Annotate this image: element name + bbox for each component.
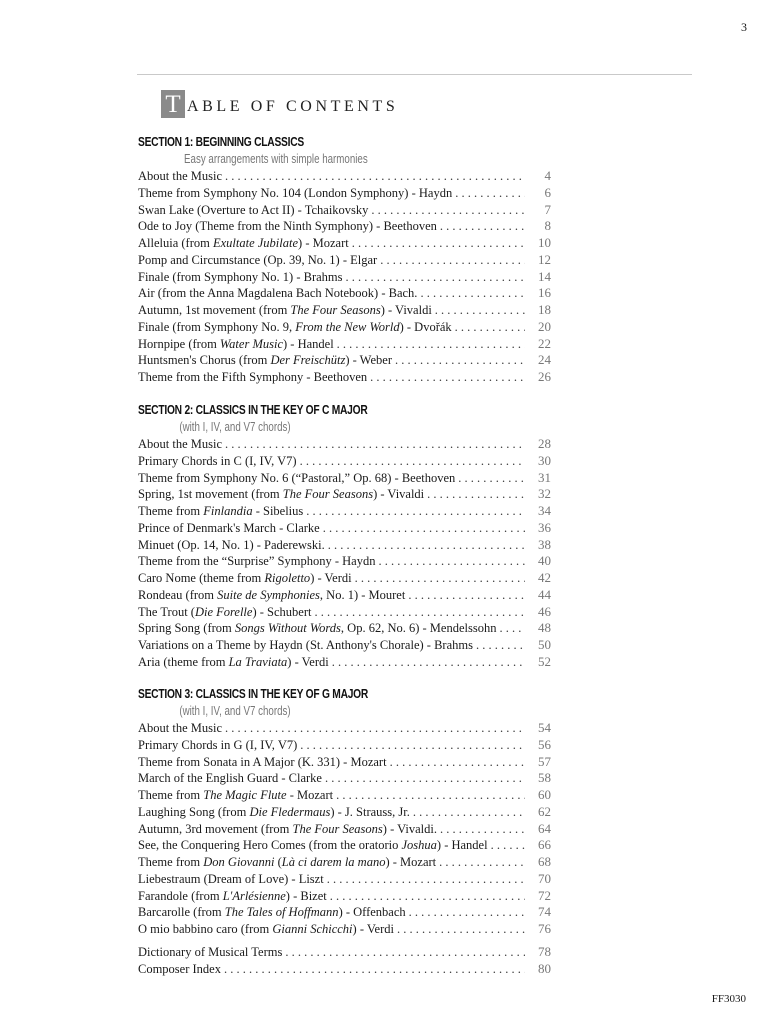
- section-subtitle: (with I, IV, and V7 chords): [179, 704, 291, 718]
- toc-entry-leader: [336, 787, 525, 804]
- toc-entry-leader: [397, 921, 525, 938]
- toc-entry-title: Autumn, 1st movement (from The Four Seasons) - Vivaldi: [138, 303, 432, 317]
- toc-entry: [138, 553, 551, 570]
- toc-entry-page: 32: [538, 486, 551, 502]
- toc-entry: [138, 285, 551, 302]
- toc-entry-page: 72: [538, 887, 551, 903]
- toc-entry-leader: [420, 285, 525, 302]
- toc-entry-title: Laughing Song (from Die Fledermaus) - J. Strauss, Jr.: [138, 804, 410, 819]
- toc-entry-title: Theme from Finlandia - Sibelius: [138, 504, 304, 518]
- toc-entry-page: 20: [538, 318, 551, 334]
- toc-entry-leader: [378, 553, 525, 570]
- toc-entry-title: Pomp and Circumstance (Op. 39, No. 1) - Elgar: [138, 252, 378, 267]
- section-title: SECTION 1: BEGINNING CLASSICS: [138, 135, 304, 149]
- toc-entry-leader: [390, 754, 525, 771]
- toc-entry-title: Finale (from Symphony No. 9, From the New World) - Dvořák: [138, 319, 452, 334]
- toc-entry-leader: [225, 436, 525, 453]
- top-rule: [137, 74, 692, 75]
- toc-entry-title: Spring, 1st movement (from The Four Seasons) - Vivaldi: [138, 487, 425, 502]
- toc-entry-leader: [355, 570, 525, 587]
- toc-entry-leader: [491, 837, 525, 854]
- toc-entry-page: 50: [538, 637, 551, 652]
- toc-entry-page: 62: [538, 803, 551, 819]
- toc-heading-initial: T: [161, 90, 185, 118]
- toc-entry-page: 26: [538, 369, 551, 384]
- toc-entry-page: 78: [538, 944, 551, 959]
- toc-entry-leader: [225, 168, 525, 185]
- toc-entry-title: Barcarolle (from The Tales of Hoffmann) - Offenbach: [138, 905, 406, 920]
- toc-entry-page: 52: [538, 653, 551, 669]
- toc-entry: [138, 787, 551, 804]
- toc-entry-page: 6: [544, 184, 551, 200]
- toc-entry-title: O mio babbino caro (from Gianni Schicchi) - Verdi: [138, 922, 394, 936]
- toc-entry: [138, 587, 551, 604]
- toc-entry-title: Theme from The Magic Flute - Mozart: [138, 788, 334, 802]
- toc-entry-leader: [476, 637, 525, 654]
- toc-entry-page: 24: [538, 352, 551, 368]
- toc-entry-title: Dictionary of Musical Terms: [138, 945, 283, 959]
- toc-entry: [138, 185, 551, 202]
- toc-entry-title: Huntsmen's Chorus (from Der Freischütz) - Weber: [138, 353, 392, 368]
- toc-entry: [138, 269, 551, 286]
- toc-entry-page: 64: [538, 820, 551, 836]
- toc-entry: [138, 871, 551, 888]
- toc-entry-page: 7: [544, 201, 551, 217]
- toc-entry: [138, 252, 551, 269]
- toc-entry-leader: [300, 737, 525, 754]
- toc-entry-page: 36: [538, 519, 551, 535]
- toc-entry-page: 22: [538, 335, 551, 351]
- toc-entry: [138, 352, 551, 369]
- toc-entry-page: 80: [538, 960, 551, 976]
- toc-entry-title: Primary Chords in C (I, IV, V7): [138, 453, 297, 468]
- toc-entry: [138, 168, 551, 185]
- toc-entry-page: 48: [538, 620, 551, 636]
- toc-entry-leader: [328, 537, 525, 554]
- toc-entry-leader: [408, 587, 525, 604]
- toc-entry-page: 56: [538, 736, 551, 752]
- toc-entry-leader: [499, 620, 525, 637]
- toc-heading-rest: ABLE OF CONTENTS: [187, 98, 399, 115]
- toc-entry-title: The Trout (Die Forelle) - Schubert: [138, 604, 312, 619]
- toc-entry: [138, 436, 551, 453]
- toc-entry: [138, 470, 551, 487]
- toc-entry-leader: [435, 302, 525, 319]
- section-title: SECTION 3: CLASSICS IN THE KEY OF G MAJOR: [138, 687, 369, 701]
- toc-entry-title: Theme from the Fifth Symphony - Beethoven: [138, 370, 368, 384]
- toc-entry-title: Primary Chords in G (I, IV, V7): [138, 737, 298, 752]
- toc-entry: [138, 888, 551, 905]
- toc-entry-page: 28: [538, 436, 551, 451]
- toc-entry-page: 40: [538, 553, 551, 569]
- toc-heading: [161, 90, 398, 118]
- toc-entry-page: 34: [538, 503, 551, 518]
- toc-entry-leader: [413, 804, 525, 821]
- toc-entry-title: Theme from the “Surprise” Symphony - Haydn: [138, 554, 376, 569]
- toc-entry-leader: [346, 269, 526, 286]
- section-subtitle: Easy arrangements with simple harmonies: [184, 152, 368, 166]
- toc-entry-leader: [440, 218, 525, 235]
- toc-entry-leader: [371, 202, 525, 219]
- toc-entry: [138, 302, 551, 319]
- toc-entry-title: Hornpipe (from Water Music) - Handel: [138, 336, 334, 351]
- toc-entry-leader: [314, 604, 525, 621]
- toc-entry: [138, 486, 551, 503]
- toc-entry-leader: [440, 821, 525, 838]
- toc-entry-page: 14: [538, 268, 551, 284]
- toc-entry-leader: [409, 904, 525, 921]
- toc-entry-title: Theme from Sonata in A Major (K. 331) - Mozart: [138, 754, 387, 769]
- toc-entry-page: 4: [544, 168, 551, 183]
- toc-entry-leader: [427, 486, 525, 503]
- toc-entry: [138, 821, 551, 838]
- toc-entry-page: 57: [538, 753, 551, 769]
- toc-entry-page: 66: [538, 837, 551, 853]
- toc-entry: [138, 944, 551, 961]
- toc-entry: [138, 921, 551, 938]
- toc-entry: [138, 737, 551, 754]
- toc-entry: [138, 837, 551, 854]
- toc-entry-leader: [225, 720, 525, 737]
- toc-entry-title: March of the English Guard - Clarke: [138, 771, 322, 786]
- toc-entry-title: About the Music: [138, 437, 223, 451]
- toc-entry-title: Autumn, 3rd movement (from The Four Seasons) - Vivaldi.: [138, 821, 437, 836]
- toc-entry-title: Minuet (Op. 14, No. 1) - Paderewski.: [138, 537, 325, 552]
- toc-entry-leader: [455, 319, 525, 336]
- toc-entry: [138, 804, 551, 821]
- toc-entry: [138, 503, 551, 520]
- toc-entry: [138, 720, 551, 737]
- toc-entry-leader: [439, 854, 525, 871]
- toc-entry: [138, 904, 551, 921]
- toc-entry-page: 76: [538, 921, 551, 936]
- toc-entry: [138, 961, 551, 978]
- toc-entry-leader: [352, 235, 525, 252]
- toc-entry-page: 38: [538, 536, 551, 552]
- toc-entry-title: Composer Index: [138, 961, 221, 976]
- toc-entry-leader: [330, 888, 525, 905]
- toc-entry-title: Farandole (from L'Arlésienne) - Bizet: [138, 888, 327, 903]
- footer-code: FF3030: [711, 993, 746, 1005]
- section-1: [138, 134, 551, 386]
- section-3: [138, 686, 551, 938]
- toc-entry-title: Variations on a Theme by Haydn (St. Anthony's Chorale) - Brahms: [138, 638, 473, 652]
- toc-entry-page: 31: [538, 469, 551, 485]
- toc-entry-leader: [332, 654, 525, 671]
- toc-entry-page: 58: [538, 770, 551, 786]
- toc-entry: [138, 770, 551, 787]
- toc-entry-page: 74: [538, 904, 551, 920]
- toc-entry: [138, 336, 551, 353]
- toc-entry-page: 46: [538, 603, 551, 619]
- toc-entry-leader: [325, 770, 525, 787]
- toc-entry-title: See, the Conquering Hero Comes (from the oratorio Joshua) - Handel: [138, 838, 488, 853]
- toc-entry-leader: [224, 961, 525, 978]
- toc-entry-leader: [455, 185, 525, 202]
- toc-entry: [138, 604, 551, 621]
- toc-entry-title: Spring Song (from Songs Without Words, Op. 62, No. 6) - Mendelssohn: [138, 621, 497, 636]
- toc-entry: [138, 654, 551, 671]
- toc-entry-title: Prince of Denmark's March - Clarke: [138, 520, 320, 535]
- toc-entry: [138, 235, 551, 252]
- toc-entry-page: 60: [538, 787, 551, 802]
- toc-entry-page: 70: [538, 870, 551, 886]
- toc-entry-leader: [370, 369, 525, 386]
- toc-entry-title: Rondeau (from Suite de Symphonies, No. 1) - Mouret: [138, 587, 406, 602]
- section-title: SECTION 2: CLASSICS IN THE KEY OF C MAJOR: [138, 403, 368, 417]
- toc-entry-title: Theme from Don Giovanni (Là ci darem la mano) - Mozart: [138, 855, 437, 869]
- toc-entry-page: 54: [538, 720, 551, 735]
- toc-entry-leader: [300, 453, 525, 470]
- toc-entry-title: Theme from Symphony No. 104 (London Symphony) - Haydn: [138, 185, 453, 200]
- toc-entry-page: 30: [538, 452, 551, 468]
- toc-entry-leader: [323, 520, 525, 537]
- toc-entry: [138, 754, 551, 771]
- toc-entry: [138, 202, 551, 219]
- toc-entry-page: 44: [538, 586, 551, 602]
- toc-entry-title: About the Music: [138, 721, 223, 735]
- toc-entry: [138, 520, 551, 537]
- toc-entry: [138, 637, 551, 654]
- toc-entry-title: Swan Lake (Overture to Act II) - Tchaikovsky: [138, 202, 369, 217]
- toc-entry: [138, 369, 551, 386]
- toc-entry: [138, 453, 551, 470]
- toc-entry: [138, 620, 551, 637]
- toc-entry-title: Theme from Symphony No. 6 (“Pastoral,” Op. 68) - Beethoven: [138, 470, 456, 485]
- toc-entry-title: Liebestraum (Dream of Love) - Liszt: [138, 871, 324, 886]
- toc-entry-title: Finale (from Symphony No. 1) - Brahms: [138, 269, 343, 284]
- toc-entry: [138, 854, 551, 871]
- toc-entry-leader: [395, 352, 525, 369]
- toc-entry-title: Alleluia (from Exultate Jubilate) - Mozart: [138, 236, 349, 250]
- toc-entry-page: 8: [544, 218, 551, 234]
- section-2: [138, 402, 551, 671]
- toc-entry-title: About the Music: [138, 169, 223, 183]
- toc-entry-leader: [306, 503, 525, 520]
- toc-entry: [138, 570, 551, 587]
- toc-entry-leader: [327, 871, 525, 888]
- toc-entry-title: Air (from the Anna Magdalena Bach Notebook) - Bach.: [138, 286, 418, 301]
- toc-entry-page: 68: [538, 854, 551, 869]
- toc-entry-page: 10: [538, 235, 551, 250]
- toc-entry-leader: [337, 336, 525, 353]
- toc-entry-leader: [458, 470, 525, 487]
- toc-entry-title: Caro Nome (theme from Rigoletto) - Verdi: [138, 571, 352, 585]
- back-matter: [138, 944, 551, 978]
- toc-entry-page: 18: [538, 302, 551, 317]
- toc-entry-title: Ode to Joy (Theme from the Ninth Symphony) - Beethoven: [138, 219, 437, 234]
- toc-entry-page: 12: [538, 251, 551, 267]
- section-subtitle: (with I, IV, and V7 chords): [179, 420, 291, 434]
- toc-entry: [138, 537, 551, 554]
- toc-entry: [138, 218, 551, 235]
- toc-entry-page: 16: [538, 285, 551, 301]
- toc-entry-leader: [380, 252, 525, 269]
- page-number: 3: [741, 20, 747, 34]
- toc-entry-page: 42: [538, 570, 551, 585]
- toc-entry-leader: [285, 944, 525, 961]
- toc-entry: [138, 319, 551, 336]
- toc-entry-title: Aria (theme from La Traviata) - Verdi: [138, 654, 329, 669]
